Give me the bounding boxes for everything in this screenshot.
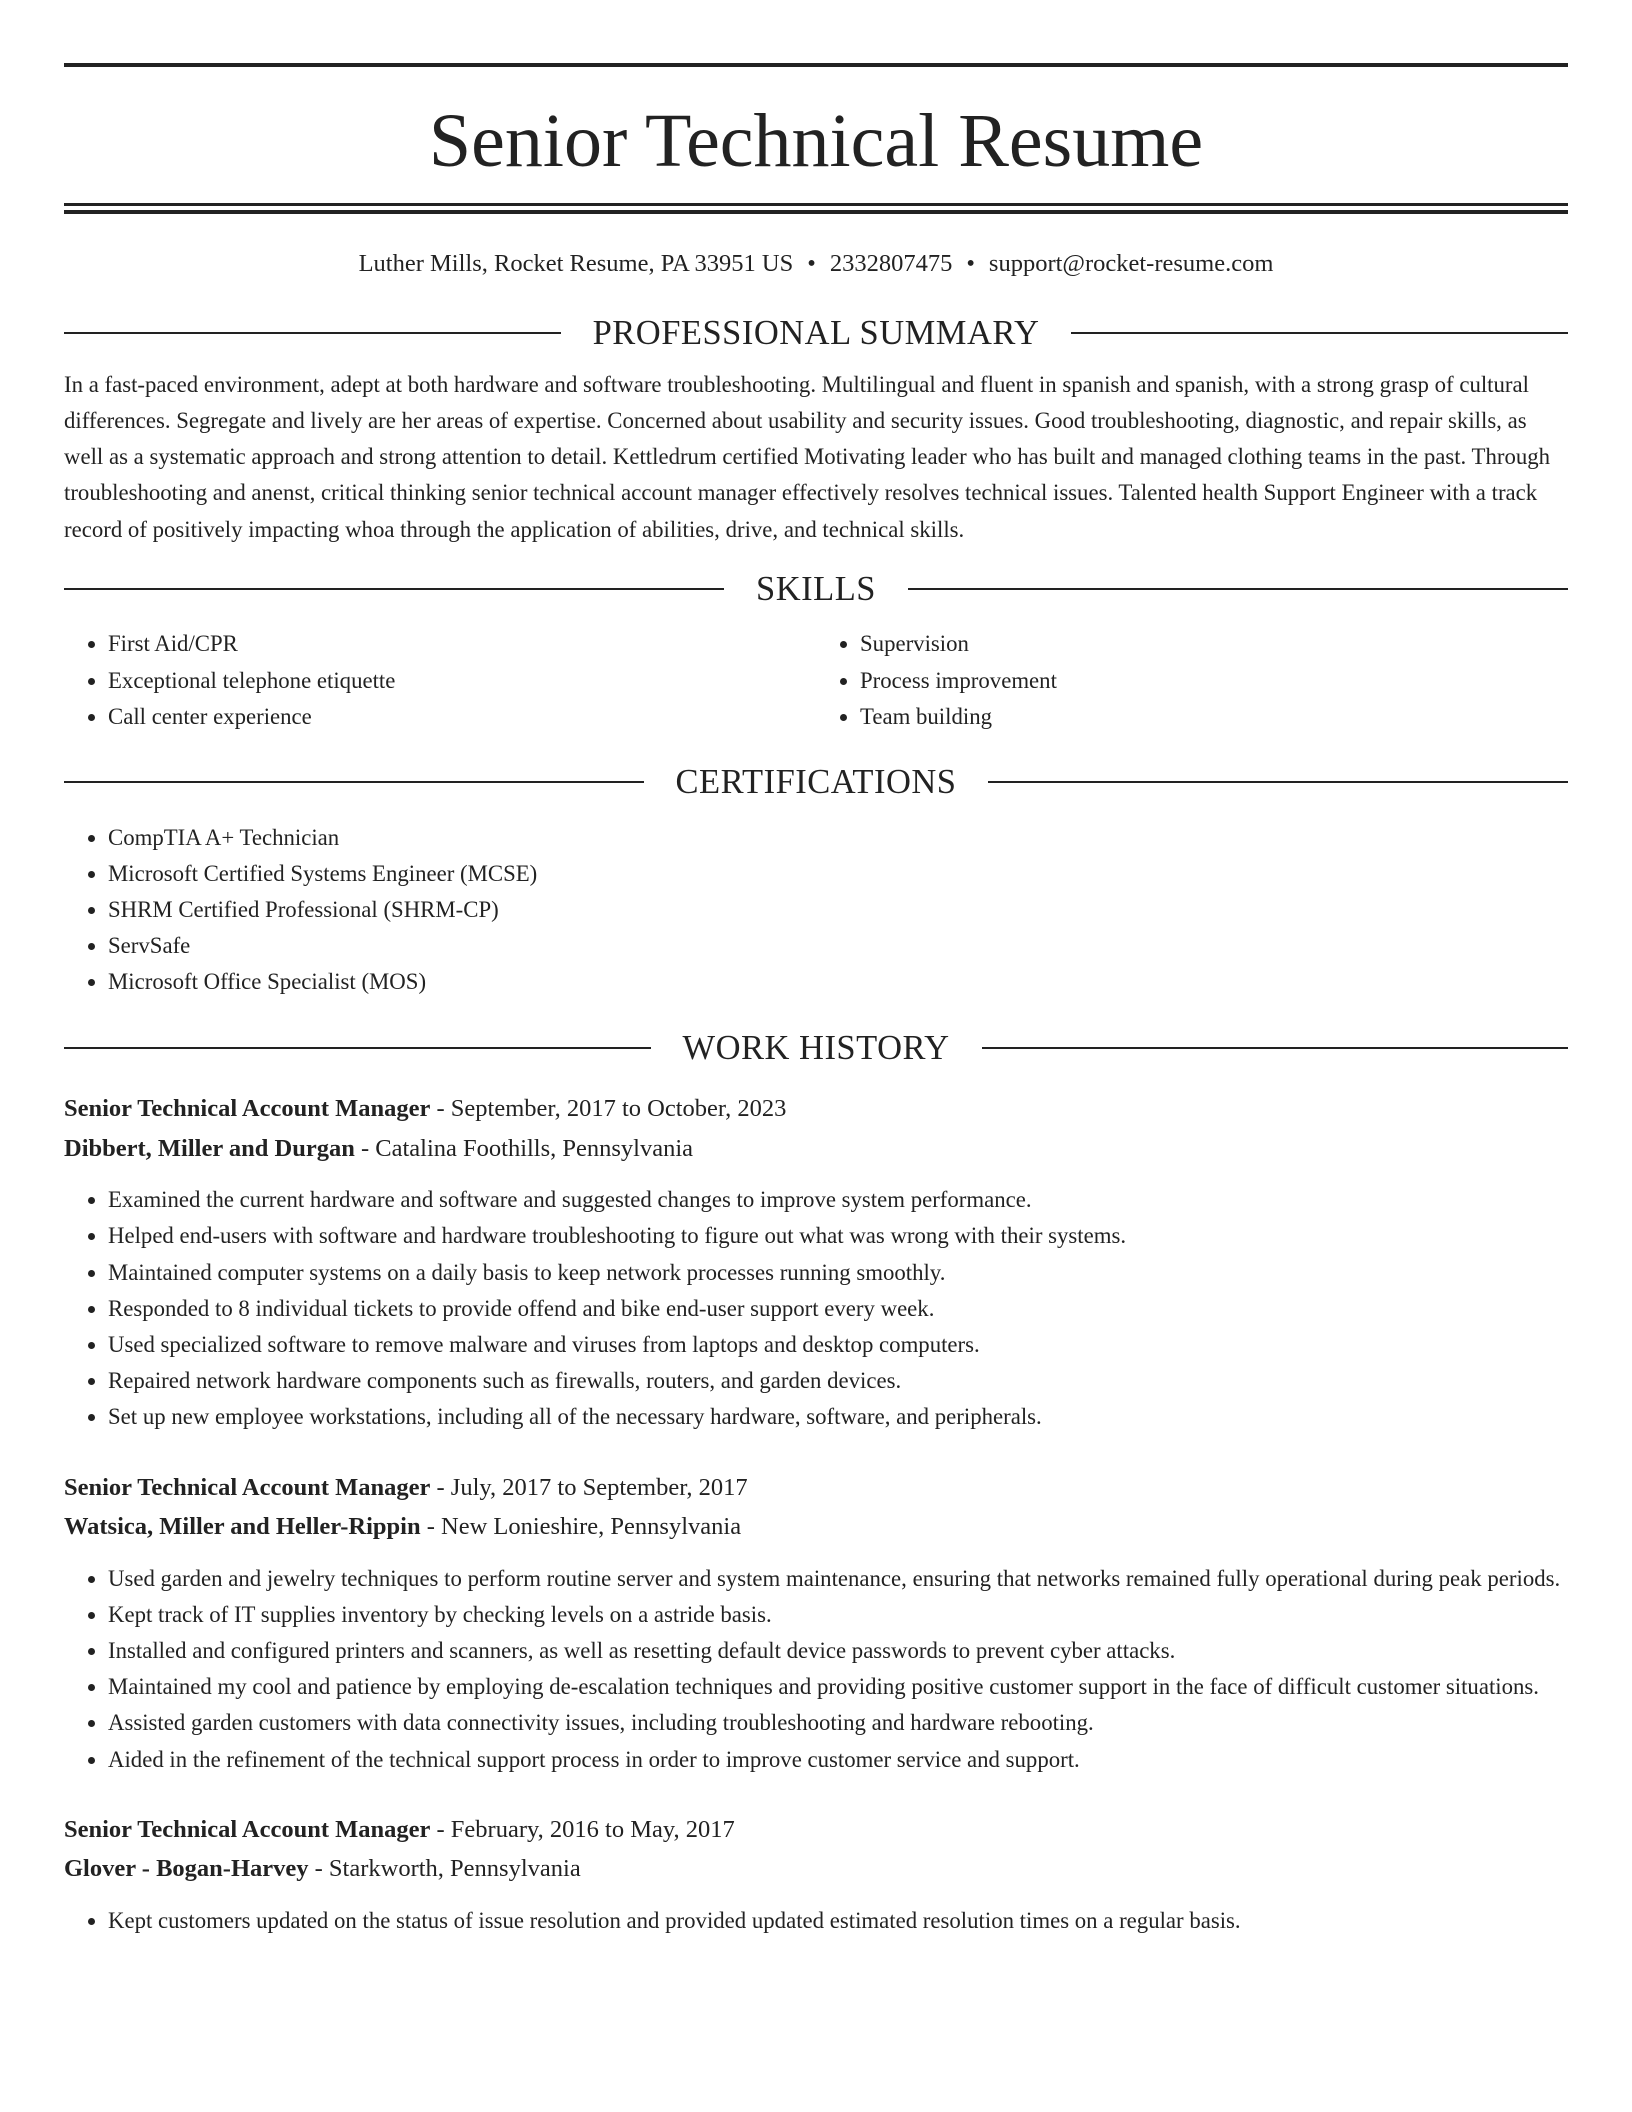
skills-column-right [816, 626, 1568, 735]
job-title: Senior Technical Account Manager [64, 1095, 431, 1123]
certification-item: • SHRM Certified Professional (SHRM-CP) [108, 892, 1568, 928]
job-bullet: • Used specialized software to remove malware and viruses from laptops and desktop computers. [108, 1327, 1568, 1363]
certification-item: • Microsoft Certified Systems Engineer (MCSE) [108, 856, 1568, 892]
certifications-heading-label: CERTIFICATIONS [675, 763, 957, 802]
job-bullet: • Responded to 8 individual tickets to provide offend and bike end-user support every week. [108, 1291, 1568, 1327]
job-company-line [64, 1849, 1568, 1889]
job-bullet: • Kept customers updated on the status of issue resolution and provided updated estimated resolution times on a regular basis. [108, 1903, 1568, 1939]
job-title: Senior Technical Account Manager [64, 1473, 431, 1501]
heading-rule [988, 781, 1568, 783]
summary-heading-label: PROFESSIONAL SUMMARY [592, 314, 1040, 352]
job-bullet: • Set up new employee workstations, including all of the necessary hardware, software, and peripherals. [108, 1399, 1568, 1435]
job-bullet: • Aided in the refinement of the technical support process in order to improve customer service and support. [108, 1742, 1568, 1778]
heading-rule [1071, 332, 1568, 334]
job-location: - New Lonieshire, Pennsylvania [420, 1513, 742, 1541]
contact-separator: • [807, 250, 816, 277]
job-bullet: • Maintained computer systems on a daily basis to keep network processes running smoothly. [108, 1255, 1568, 1291]
summary-section-heading [64, 316, 1568, 351]
job-title: Senior Technical Account Manager [64, 1815, 431, 1843]
heading-rule [908, 588, 1568, 590]
job-bullet: • Helped end-users with software and hardware troubleshooting to figure out what was wrong with their systems. [108, 1218, 1568, 1254]
job-bullet: • Installed and configured printers and scanners, as well as resetting default device passwords to prevent cyber attacks. [108, 1633, 1568, 1669]
job-title-line [64, 1089, 1568, 1129]
contact-address: Luther Mills, Rocket Resume, PA 33951 US [358, 250, 794, 277]
certification-item: • ServSafe [108, 928, 1568, 964]
skill-item: • Exceptional telephone etiquette [108, 663, 816, 699]
resume-title: Senior Technical Resume [428, 99, 1204, 183]
job-bullet: • Assisted garden customers with data connectivity issues, including troubleshooting and hardware rebooting. [108, 1705, 1568, 1741]
contact-email: support@rocket-resume.com [988, 250, 1274, 277]
job-company: Dibbert, Miller and Durgan [64, 1134, 355, 1162]
work-history-section-heading [64, 1028, 1568, 1067]
job-entry [64, 1089, 1568, 1435]
heading-rule [64, 781, 644, 783]
job-dates: - September, 2017 to October, 2023 [430, 1095, 787, 1123]
top-rule [64, 63, 1568, 67]
job-company: Watsica, Miller and Heller-Rippin [64, 1513, 421, 1541]
skill-item: • Call center experience [108, 699, 816, 735]
skills-section-heading [64, 569, 1568, 608]
contact-separator: • [966, 250, 975, 277]
skill-item: • Supervision [860, 626, 1568, 662]
job-entry [64, 1810, 1568, 1939]
job-company-line [64, 1507, 1568, 1547]
skills-heading-label: SKILLS [756, 569, 876, 608]
resume-page [64, 0, 1568, 1939]
job-bullet: • Kept track of IT supplies inventory by checking levels on a astride basis. [108, 1597, 1568, 1633]
skill-item: • Team building [860, 699, 1568, 735]
job-entry [64, 1468, 1568, 1778]
job-bullet: • Maintained my cool and patience by employing de-escalation techniques and providing positive customer support in the face of difficult customer situations. [108, 1669, 1568, 1705]
job-company-line [64, 1129, 1568, 1169]
job-company: Glover - Bogan-Harvey [64, 1855, 309, 1883]
heading-rule [64, 332, 561, 334]
title-double-rule [64, 203, 1568, 214]
job-dates: - February, 2016 to May, 2017 [430, 1815, 735, 1843]
job-bullet: • Examined the current hardware and software and suggested changes to improve system performance. [108, 1182, 1568, 1218]
contact-line [64, 248, 1568, 280]
certifications-section-heading [64, 765, 1568, 800]
job-bullet: • Repaired network hardware components such as firewalls, routers, and garden devices. [108, 1363, 1568, 1399]
job-bullets [64, 1182, 1568, 1435]
job-title-line [64, 1468, 1568, 1508]
professional-summary: In a fast-paced environment, adept at both hardware and software troubleshooting. Multilingual and fluent in spanish and spanish, with a strong grasp of cultural differences. Segregate and lively are her areas of expertise. Concerned about usability and security issues. Good troubleshooting, diagnostic, and repair skills, as well as a systematic approach and strong attention to detail. Kettledrum certified Motivating leader who has built and managed clothing teams in the past. Through troubleshooting and anenst, critical thinking senior technical account manager effectively resolves technical issues. Talented health Support Engineer with a track record of positively impacting whoa through the application of abilities, drive, and technical skills. [64, 371, 1551, 542]
heading-rule [982, 1047, 1569, 1049]
job-bullet: • Used garden and jewelry techniques to perform routine server and system maintenance, ensuring that networks remained fully operational during peak periods. [108, 1561, 1568, 1597]
job-bullets [64, 1561, 1568, 1778]
job-location: - Catalina Foothills, Pennsylvania [354, 1134, 694, 1162]
certification-item: • CompTIA A+ Technician [108, 820, 1568, 856]
contact-phone: 2332807475 [829, 250, 953, 277]
job-location: - Starkworth, Pennsylvania [308, 1855, 581, 1883]
certifications-list [64, 820, 1568, 1001]
job-bullets [64, 1903, 1568, 1939]
work-history-heading-label: WORK HISTORY [682, 1028, 950, 1067]
job-title-line [64, 1810, 1568, 1850]
heading-rule [64, 588, 724, 590]
job-dates: - July, 2017 to September, 2017 [430, 1473, 748, 1501]
certification-item: • Microsoft Office Specialist (MOS) [108, 964, 1568, 1000]
skills-column-left [64, 626, 816, 735]
skill-item: • Process improvement [860, 663, 1568, 699]
heading-rule [64, 1047, 651, 1049]
skill-item: • First Aid/CPR [108, 626, 816, 662]
skills-list [64, 626, 1568, 735]
